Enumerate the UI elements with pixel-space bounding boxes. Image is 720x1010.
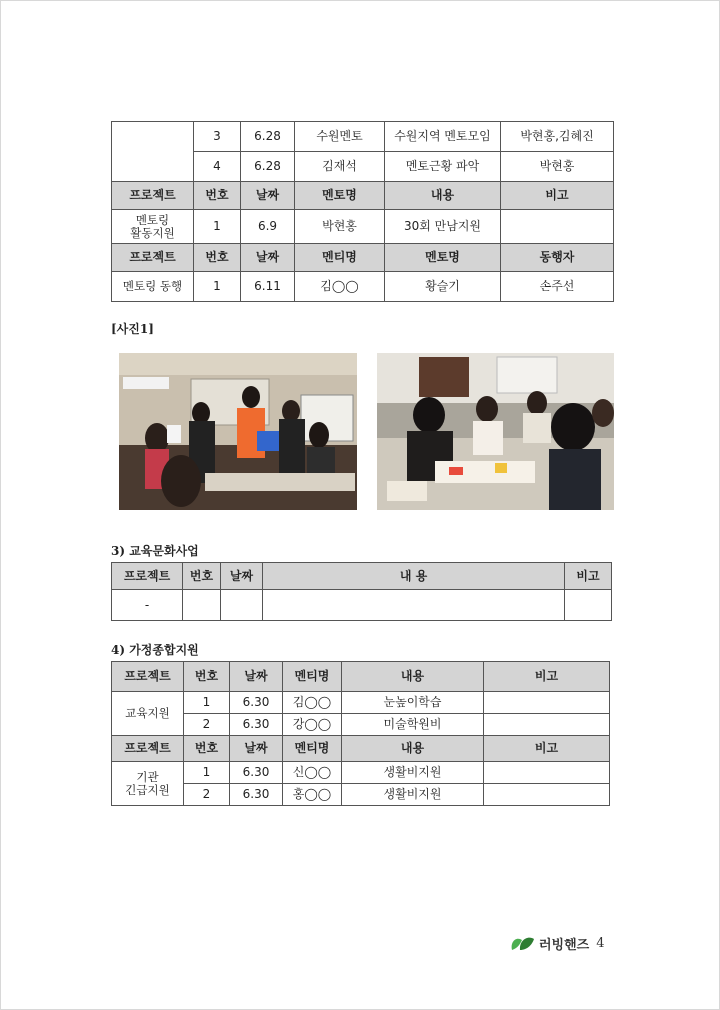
- section-title-education-culture: 3) 교육문화사업: [111, 544, 199, 558]
- table-cell: 6.28: [241, 122, 295, 152]
- hands-logo-icon: [510, 934, 536, 952]
- table-row: [112, 122, 614, 152]
- table-header-row: [112, 736, 610, 762]
- header-cell: 멘토명: [385, 244, 501, 272]
- table-cell: 신◯◯: [283, 762, 342, 784]
- header-cell: 날짜: [241, 244, 295, 272]
- header-cell: 내 용: [263, 563, 565, 590]
- table-cell: 김재석: [295, 152, 385, 182]
- project-cell: 교육지원: [112, 692, 184, 736]
- header-cell: 번호: [184, 736, 230, 762]
- header-cell: 멘티명: [295, 244, 385, 272]
- table-cell: 수원멘토: [295, 122, 385, 152]
- page-number: 4: [596, 935, 605, 951]
- header-cell: 프로젝트: [112, 736, 184, 762]
- table-cell: 김◯◯: [295, 272, 385, 302]
- table-cell: [263, 590, 565, 621]
- table-cell: 30회 만남지원: [385, 210, 501, 244]
- table-cell: 6.30: [230, 692, 283, 714]
- family-support-table: [111, 661, 610, 806]
- event-photo-right: [377, 353, 614, 510]
- photo-illustration: [119, 353, 357, 510]
- header-cell: 비고: [484, 662, 610, 692]
- table-cell: 1: [194, 210, 241, 244]
- header-cell: 내용: [342, 662, 484, 692]
- table-cell: 황슬기: [385, 272, 501, 302]
- table-cell: [112, 122, 194, 182]
- table-cell: 6.30: [230, 762, 283, 784]
- table-cell: 눈높이학습: [342, 692, 484, 714]
- table-cell: 2: [184, 784, 230, 806]
- logo-text: 러빙핸즈: [539, 937, 590, 953]
- header-cell: 내용: [342, 736, 484, 762]
- table-cell: 박현홍,김혜진: [501, 122, 614, 152]
- project-cell: 멘토링 활동지원: [112, 210, 194, 244]
- table-cell: [484, 784, 610, 806]
- table-row: [112, 692, 610, 714]
- table-row: [112, 272, 614, 302]
- header-cell: 비고: [565, 563, 612, 590]
- project-cell: 기관 긴급지원: [112, 762, 184, 806]
- table-cell: 박현홍: [501, 152, 614, 182]
- table-cell: 6.28: [241, 152, 295, 182]
- header-cell: 프로젝트: [112, 662, 184, 692]
- table-cell: 박현홍: [295, 210, 385, 244]
- table-cell: 6.9: [241, 210, 295, 244]
- header-cell: 내용: [385, 182, 501, 210]
- table-row: [112, 590, 612, 621]
- table-row: [112, 762, 610, 784]
- table-cell: [484, 762, 610, 784]
- table-cell: 수원지역 멘토모임: [385, 122, 501, 152]
- table-cell: 강◯◯: [283, 714, 342, 736]
- header-cell: 번호: [183, 563, 221, 590]
- header-cell: 날짜: [221, 563, 263, 590]
- table-cell: 2: [184, 714, 230, 736]
- table-cell: 6.30: [230, 784, 283, 806]
- header-cell: 멘토명: [295, 182, 385, 210]
- header-cell: 멘티명: [283, 736, 342, 762]
- project-cell: 멘토링 동행: [112, 272, 194, 302]
- table-row: [112, 210, 614, 244]
- education-culture-table: [111, 562, 612, 621]
- table-row: [112, 784, 610, 806]
- header-cell: 날짜: [241, 182, 295, 210]
- table-row: [112, 714, 610, 736]
- table-header-row: [112, 563, 612, 590]
- table-cell: 생활비지원: [342, 762, 484, 784]
- table-cell: 미술학원비: [342, 714, 484, 736]
- table-cell: 1: [184, 692, 230, 714]
- table-header-row: [112, 244, 614, 272]
- header-cell: 동행자: [501, 244, 614, 272]
- header-cell: 번호: [194, 182, 241, 210]
- table-cell: 멘토근황 파악: [385, 152, 501, 182]
- table-cell: [183, 590, 221, 621]
- header-cell: 번호: [194, 244, 241, 272]
- header-cell: 멘티명: [283, 662, 342, 692]
- table-cell: 생활비지원: [342, 784, 484, 806]
- photo-caption: [사진1]: [111, 322, 154, 336]
- section-title-family-support: 4) 가정종합지원: [111, 643, 199, 657]
- table-cell: 홍◯◯: [283, 784, 342, 806]
- table-header-row: [112, 662, 610, 692]
- header-cell: 프로젝트: [112, 563, 183, 590]
- footer-logo: [510, 933, 605, 953]
- table-cell: [501, 210, 614, 244]
- header-cell: 비고: [484, 736, 610, 762]
- table-cell: 6.30: [230, 714, 283, 736]
- table-header-row: [112, 182, 614, 210]
- mentoring-table: [111, 121, 614, 302]
- table-cell: -: [112, 590, 183, 621]
- header-cell: 번호: [184, 662, 230, 692]
- table-cell: 손주선: [501, 272, 614, 302]
- table-cell: 1: [194, 272, 241, 302]
- table-cell: 김◯◯: [283, 692, 342, 714]
- event-photo-left: [119, 353, 357, 510]
- table-cell: [565, 590, 612, 621]
- table-cell: [484, 714, 610, 736]
- table-cell: 4: [194, 152, 241, 182]
- table-cell: 1: [184, 762, 230, 784]
- header-cell: 프로젝트: [112, 182, 194, 210]
- table-cell: 6.11: [241, 272, 295, 302]
- photo-illustration: [377, 353, 614, 510]
- header-cell: 비고: [501, 182, 614, 210]
- header-cell: 날짜: [230, 736, 283, 762]
- header-cell: 날짜: [230, 662, 283, 692]
- table-cell: [221, 590, 263, 621]
- table-cell: 3: [194, 122, 241, 152]
- header-cell: 프로젝트: [112, 244, 194, 272]
- table-cell: [484, 692, 610, 714]
